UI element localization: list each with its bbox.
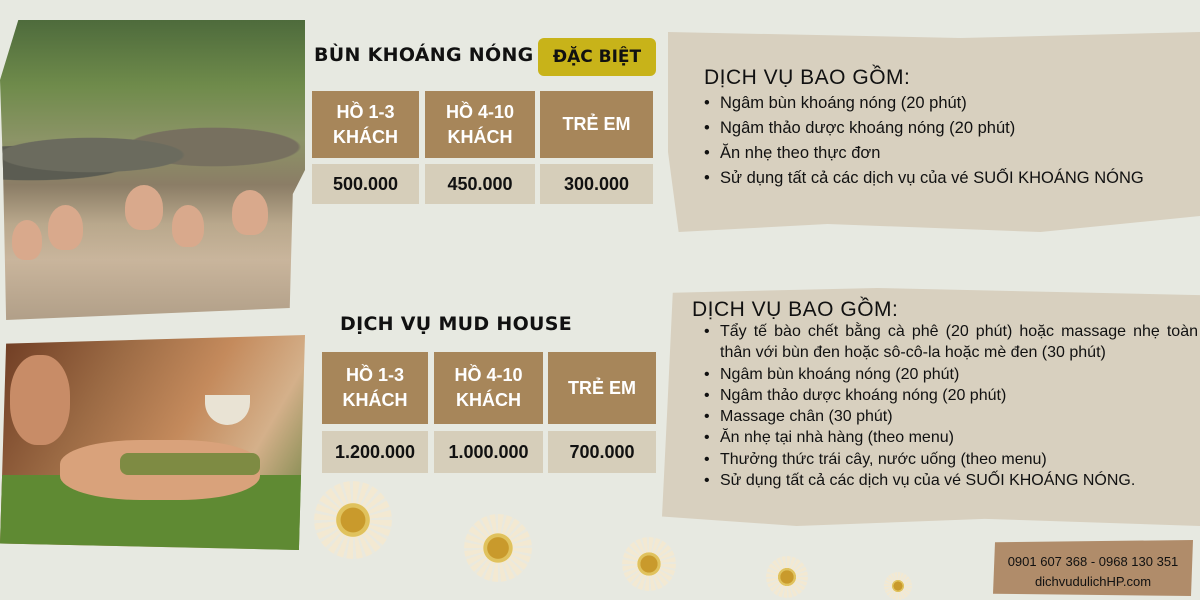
table1-price-1: 500.000	[312, 164, 419, 204]
section2-title: DỊCH VỤ MUD HOUSE	[340, 313, 573, 335]
header-line: HỒ 1-3	[336, 101, 395, 122]
table2-price-3: 700.000	[548, 431, 656, 473]
mud-layer	[120, 453, 260, 475]
table2-header-3	[548, 352, 656, 424]
header-line: KHÁCH	[342, 390, 408, 410]
person	[48, 205, 83, 250]
daisy-flower-icon	[622, 537, 676, 591]
services-heading-1: DỊCH VỤ BAO GỒM:	[704, 66, 911, 89]
person	[12, 220, 42, 260]
header-line: KHÁCH	[333, 126, 398, 147]
person	[172, 205, 204, 247]
header-line: HỒ 4-10	[454, 365, 523, 385]
phone-numbers[interactable]: 0901 607 368 - 0968 130 351	[1007, 554, 1179, 569]
mud-house-photo	[0, 335, 305, 550]
header-line: KHÁCH	[456, 390, 521, 410]
list-item: • Ngâm thảo dược khoáng nóng (20 phút)	[698, 385, 1198, 406]
list-item: • Sử dụng tất cả các dịch vụ của vé SUỐI KHOÁNG NÓNG.	[698, 470, 1198, 491]
list-item: • Ăn nhẹ tại nhà hàng (theo menu)	[698, 427, 1198, 448]
bowl	[205, 395, 250, 425]
header-line: TRẺ EM	[567, 377, 636, 398]
header-line: HỒ 1-3	[345, 365, 405, 385]
table2-header-2	[434, 352, 543, 424]
family-mud-bath-photo	[0, 20, 305, 320]
header-line: TRẺ EM	[562, 114, 631, 134]
table1-price-3: 300.000	[540, 164, 653, 204]
header-line: KHÁCH	[447, 126, 513, 147]
table2-price-1: 1.200.000	[322, 431, 428, 473]
rocks	[0, 115, 305, 195]
services-heading-2: DỊCH VỤ BAO GỒM:	[692, 298, 899, 321]
special-badge: ĐẶC BIỆT	[538, 38, 656, 76]
table2-header-1	[322, 352, 428, 424]
website-link[interactable]: dichvudulichHP.com	[1034, 574, 1152, 589]
table1-header-2	[425, 91, 535, 158]
daisy-flower-icon	[314, 481, 392, 559]
services-list-1	[698, 91, 1198, 191]
list-item: • Ngâm bùn khoáng nóng (20 phút)	[698, 364, 1198, 385]
contact-info	[993, 552, 1193, 592]
list-item: • Ăn nhẹ theo thực đơn	[698, 141, 1198, 166]
person	[232, 190, 268, 235]
table1-price-2: 450.000	[425, 164, 535, 204]
table1-header-1	[312, 91, 419, 158]
list-item: • Massage chân (30 phút)	[698, 406, 1198, 427]
list-item: • Tẩy tế bào chết bằng cà phê (20 phút) hoặc massage nhẹ toàn thân với bùn đen hoặc sô-cô-la hoặc mè đen (30 phút)	[698, 321, 1198, 364]
table2-price-2: 1.000.000	[434, 431, 543, 473]
list-item: • Thưởng thức trái cây, nước uống (theo menu)	[698, 449, 1198, 470]
services-list-2	[698, 321, 1198, 491]
woman	[10, 355, 70, 445]
list-item: • Ngâm bùn khoáng nóng (20 phút)	[698, 91, 1198, 116]
table1-header-3	[540, 91, 653, 158]
daisy-flower-icon	[766, 556, 808, 598]
section1-title: BÙN KHOÁNG NÓNG	[314, 44, 534, 66]
list-item: • Ngâm thảo dược khoáng nóng (20 phút)	[698, 116, 1198, 141]
daisy-flower-icon	[464, 514, 532, 582]
daisy-flower-icon	[884, 572, 912, 600]
list-item: • Sử dụng tất cả các dịch vụ của vé SUỐI KHOÁNG NÓNG	[698, 166, 1198, 191]
header-line: HỒ 4-10	[445, 101, 515, 122]
person	[125, 185, 163, 230]
